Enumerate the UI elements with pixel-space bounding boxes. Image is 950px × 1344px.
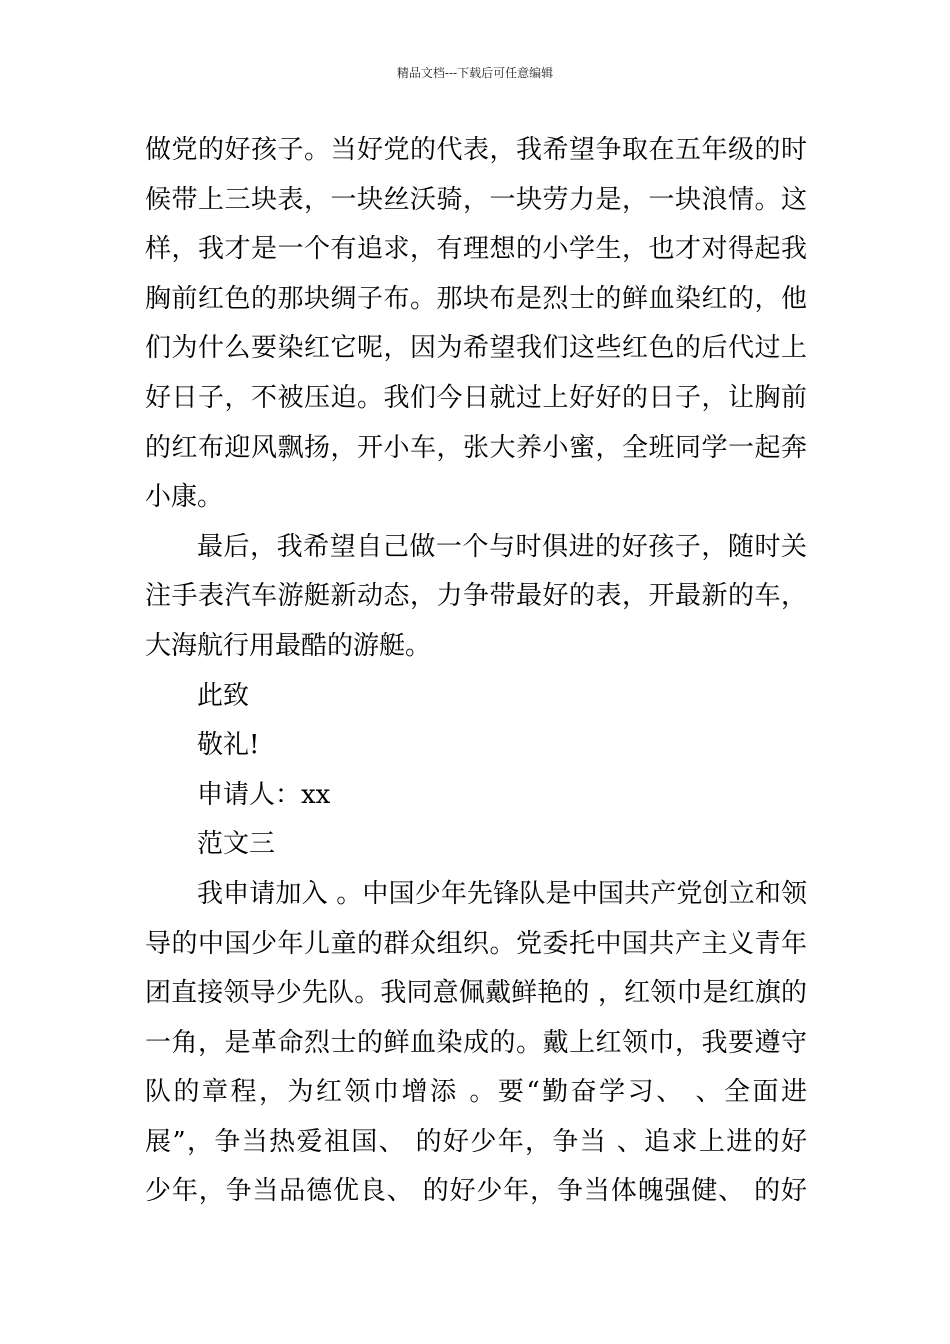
text-line: 的红布迎风飘扬，开小车，张大养小蜜，全班同学一起奔 xyxy=(145,432,807,463)
text-line: 好日子，不被压迫。我们今日就过上好好的日子，让胸前 xyxy=(145,382,807,413)
closing-respect: 敬礼! xyxy=(197,730,260,761)
applicant-signature: 申请人：xx xyxy=(197,779,331,810)
text-line: 候带上三块表，一块丝沃骑，一块劳力是，一块浪情。这 xyxy=(145,184,807,215)
text-line: 样，我才是一个有追求，有理想的小学生，也才对得起我 xyxy=(145,234,807,265)
text-line: 注手表汽车游艇新动态，力争带最好的表，开最新的车， xyxy=(145,581,807,612)
text-line: 少年，争当品德优良、 的好少年，争当体魄强健、 的好 xyxy=(145,1176,807,1207)
text-line: 大海航行用最酷的游艇。 xyxy=(145,630,432,661)
page-header: 精品文档---下载后可任意编辑 xyxy=(396,66,554,80)
closing-salutation: 此致 xyxy=(197,680,250,711)
text-line: 展”，争当热爱祖国、 的好少年，争当 、追求上进的好 xyxy=(145,1126,807,1157)
text-line: 胸前红色的那块绸子布。那块布是烈士的鲜血染红的，他 xyxy=(145,283,807,314)
text-line: 小康。 xyxy=(145,482,224,513)
paragraph-start-line: 最后，我希望自己做一个与时俱进的好孩子，随时关 xyxy=(197,531,807,562)
section-title: 范文三 xyxy=(197,829,276,860)
text-line: 团直接领导少先队。我同意佩戴鲜艳的 ，红领巾是红旗的 xyxy=(145,978,807,1009)
text-line: 们为什么要染红它呢，因为希望我们这些红色的后代过上 xyxy=(145,333,807,364)
text-line: 导的中国少年儿童的群众组织。党委托中国共产主义青年 xyxy=(145,928,807,959)
text-line: 队的章程，为红领巾增添 。要“勤奋学习、 、全面进 xyxy=(145,1077,807,1108)
text-line: 一角，是革命烈士的鲜血染成的。戴上红领巾，我要遵守 xyxy=(145,1027,807,1058)
paragraph-start-line: 我申请加入 。中国少年先锋队是中国共产党创立和领 xyxy=(197,878,807,909)
text-line: 做党的好孩子。当好党的代表，我希望争取在五年级的时 xyxy=(145,135,807,165)
document-body xyxy=(145,126,807,1217)
